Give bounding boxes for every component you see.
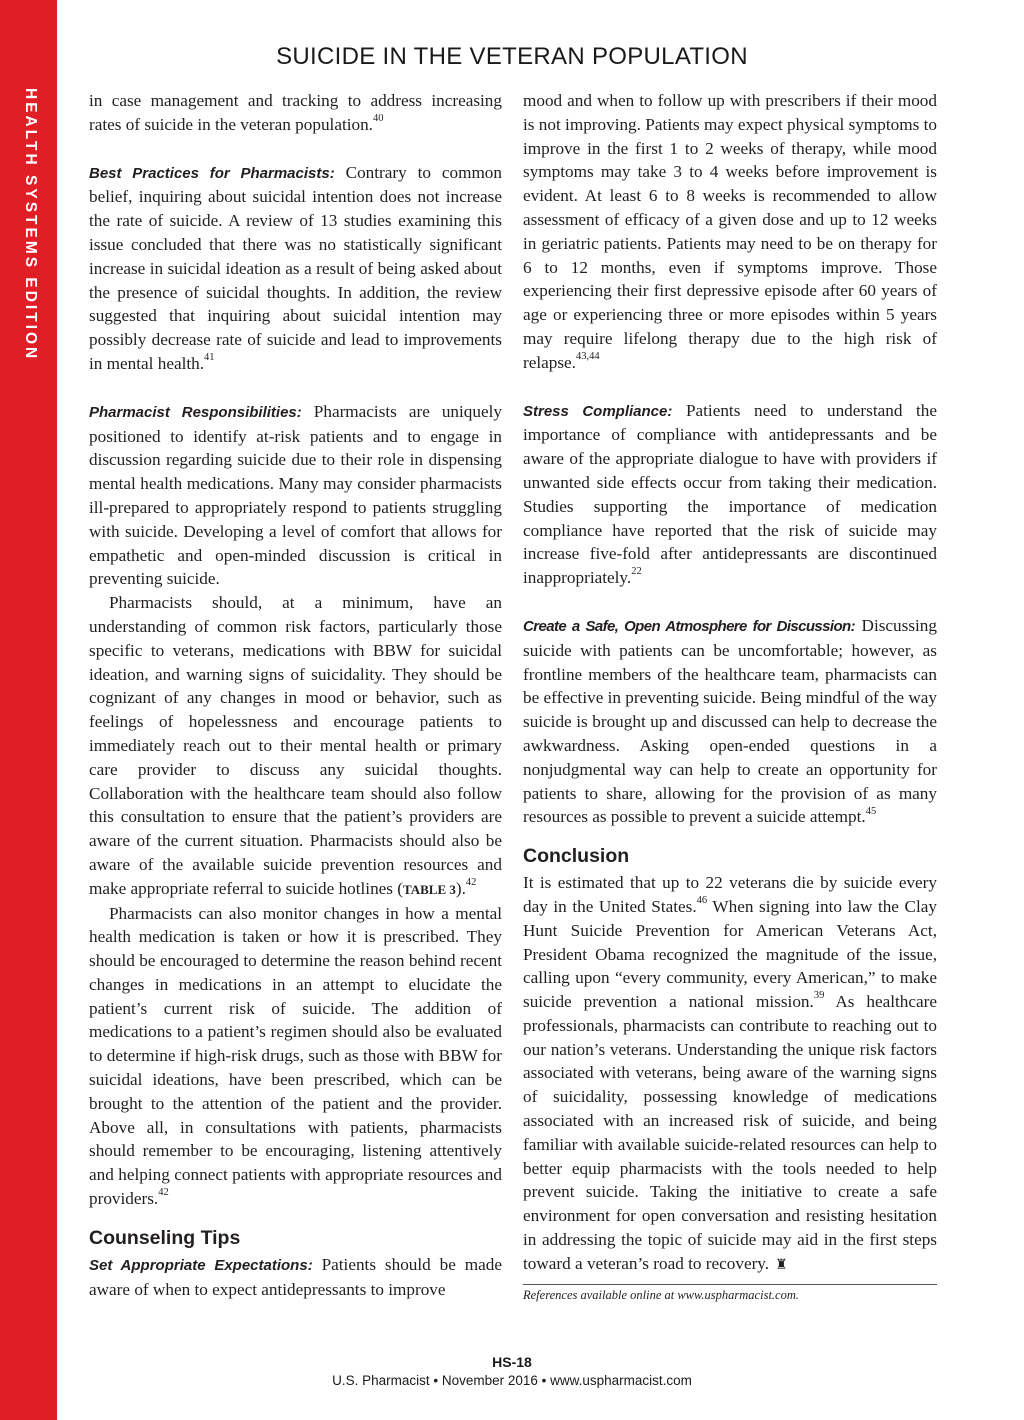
paragraph-best-practices: Best Practices for Pharmacists: Contrary to common belief, inquiring about suicidal intention does not increase the rate of suicide. A review of 13 studies examining this issue concluded that there was no statistically significant increase in suicidal ideation as a result of being asked about the presence of suicidal thoughts. In addition, the review suggested that inquiring about suicidal intention may possibly decrease rate of suicide and lead to improvements in mental health.$^{41}$ [89,162,502,373]
citation: 46 [696,895,708,907]
run-in-heading: Stress Compliance: [523,402,673,420]
paragraph-atmosphere: Create a Safe, Open Atmosphere for Discussion: Discussing suicide with patients can be uncomfortable; however, as frontline members of the healthcare team, pharmacists can be effective in preventing suicide. Being mindful of the way suicide is brought up and discussed can help to decrease the awkwardness. Asking open-ended questions in a nonjudgmental way can help to create an opportunity for patients to share, allowing for the provision of as many resources as possible to prevent a suicide attempt.$^{45}$ [523,615,937,827]
paragraph-responsibilities: Pharmacist Responsibilities: Pharmacists are uniquely positioned to identify at-risk patients and to engage in discussion regarding suicide due to their role in dispensing mental health medications. Many may consider pharmacists ill-prepared to appropriately respond to patients struggling with suicide. Developing a level of comfort that allows for empathetic and open-minded discussion is critical in preventing suicide. [89,401,502,589]
run-in-heading: Best Practices for Pharmacists: [89,164,335,182]
paragraph-stress-compliance: Stress Compliance: Patients need to understand the importance of compliance with antidepressants and be aware of the appropriate dialogue to have with providers if unwanted side effects occur from taking their medication. Studies supporting the importance of medication compliance have reported that the risk of suicide may increase five-fold after antidepressants are discontinued inappropriately.$^{22}$ [523,400,938,588]
page-number: HS-18 [492,1354,532,1370]
run-in-heading: Pharmacist Responsibilities: [89,403,302,421]
paragraph-monitor: Pharmacists can also monitor changes in how a mental health medication is taken or how it is prescribed. They should be encouraged to determine the reason behind recent changes in medications in an attempt to elucidate the patient’s current risk of suicide. The addition of medications to a patient’s regimen should also be evaluated to determine if high-risk drugs, such as those with BBW for suicidal ideations, have been prescribed, which can be brought to the attention of the patient and the provider. Above all, in consultations with patients, pharmacists should remember to be encouraging, listening attentively and helping connect patients with appropriate resources and providers.$^{42}$ [89,903,502,1209]
paragraph-expectations: Set Appropriate Expectations: Patients should be made aware of when to expect antidepressants to improve [89,1254,502,1299]
citation: 42 [158,1187,169,1199]
running-head: SUICIDE IN THE VETERAN POPULATION [276,43,748,70]
paragraph-should: Pharmacists should, at a minimum, have an understanding of common risk factors, particularly those specific to veterans, medications with BBW for suicidal ideation, and warning signs of suicidality. They should be cognizant of any changes in mood or behavior, such as feelings of hopelessness and encourage patients to immediately reach out to their mental health or primary care provider to discuss any suicidal thoughts. Collaboration with the healthcare team should also follow this consultation to ensure that the patient’s providers are aware of the current situation. Pharmacists should also be aware of the available suicide prevention resources and make appropriate referral to suicide hotlines (TABLE 3).$^{42}$ [89,593,502,898]
citation: 22 [631,566,642,578]
citation: 41 [204,352,215,364]
heading-conclusion: Conclusion [523,845,630,868]
left-column [89,89,502,1301]
paragraph-continuation: mood and when to follow up with prescribers if their mood is not improving. Patients may expect physical symptoms to improve in the first 1 to 2 weeks of therapy, while mood symptoms may take 3 to 4 weeks before improvement is evident. At least 6 to 8 weeks is recommended to allow assessment of efficacy of a given dose and up to 12 weeks in geriatric patients. Patients may need to be on therapy for 6 to 12 months, even if symptoms improve. Those experiencing their first depressive episode after 60 years of age or experiencing three or more episodes within 5 years may require lifelong therapy due to the high risk of relapse.$^{43,44}$ [523,91,937,372]
end-of-article-icon: ♜ [775,1257,788,1273]
paragraph-conclusion: It is estimated that up to 22 veterans die by suicide every day in the United States.$^{46}$ When signing into law the Clay Hunt Suicide Prevention for American Veterans Act, President Obama recognized the magnitude of the issue, calling upon “every community, every American,” to make suicide prevention a national mission.$^{39}$ As healthcare professionals, pharmacists can contribute to reaching out to our nation’s veterans. Understanding the unique risk factors associated with veterans, being aware of the warning signs of suicidality, possessing knowledge of medications associated with an increased risk of suicide, and being familiar with available suicide-related resources can help to better equip pharmacists with the tools needed to help prevent suicide. Taking the initiative to create a safe environment for open conversation and resisting hesitation in addressing the topic of suicide may aid in the first steps toward a veteran’s road to recovery. ♜ [523,873,937,1273]
citation: 43,44 [575,351,600,363]
references-note: References available online at www.uspharmacist.com. [523,1284,937,1303]
right-column [523,89,937,1303]
citation: 45 [865,805,877,817]
citation: 42 [465,876,477,888]
run-in-heading: Create a Safe, Open Atmosphere for Discussion: [523,617,856,635]
side-bar [0,0,57,1420]
publication-line: U.S. Pharmacist • November 2016 • www.uspharmacist.com [332,1373,692,1388]
run-in-heading: Set Appropriate Expectations: [89,1256,313,1274]
section-label: HEALTH SYSTEMS EDITION [22,88,39,362]
heading-counseling-tips: Counseling Tips [89,1226,241,1249]
citation: 39 [813,990,825,1002]
citation: 40 [372,113,384,125]
paragraph-continuation: in case management and tracking to address increasing rates of suicide in the veteran population.$^{40}$ [89,91,502,134]
table-reference: TABLE 3 [403,881,456,897]
